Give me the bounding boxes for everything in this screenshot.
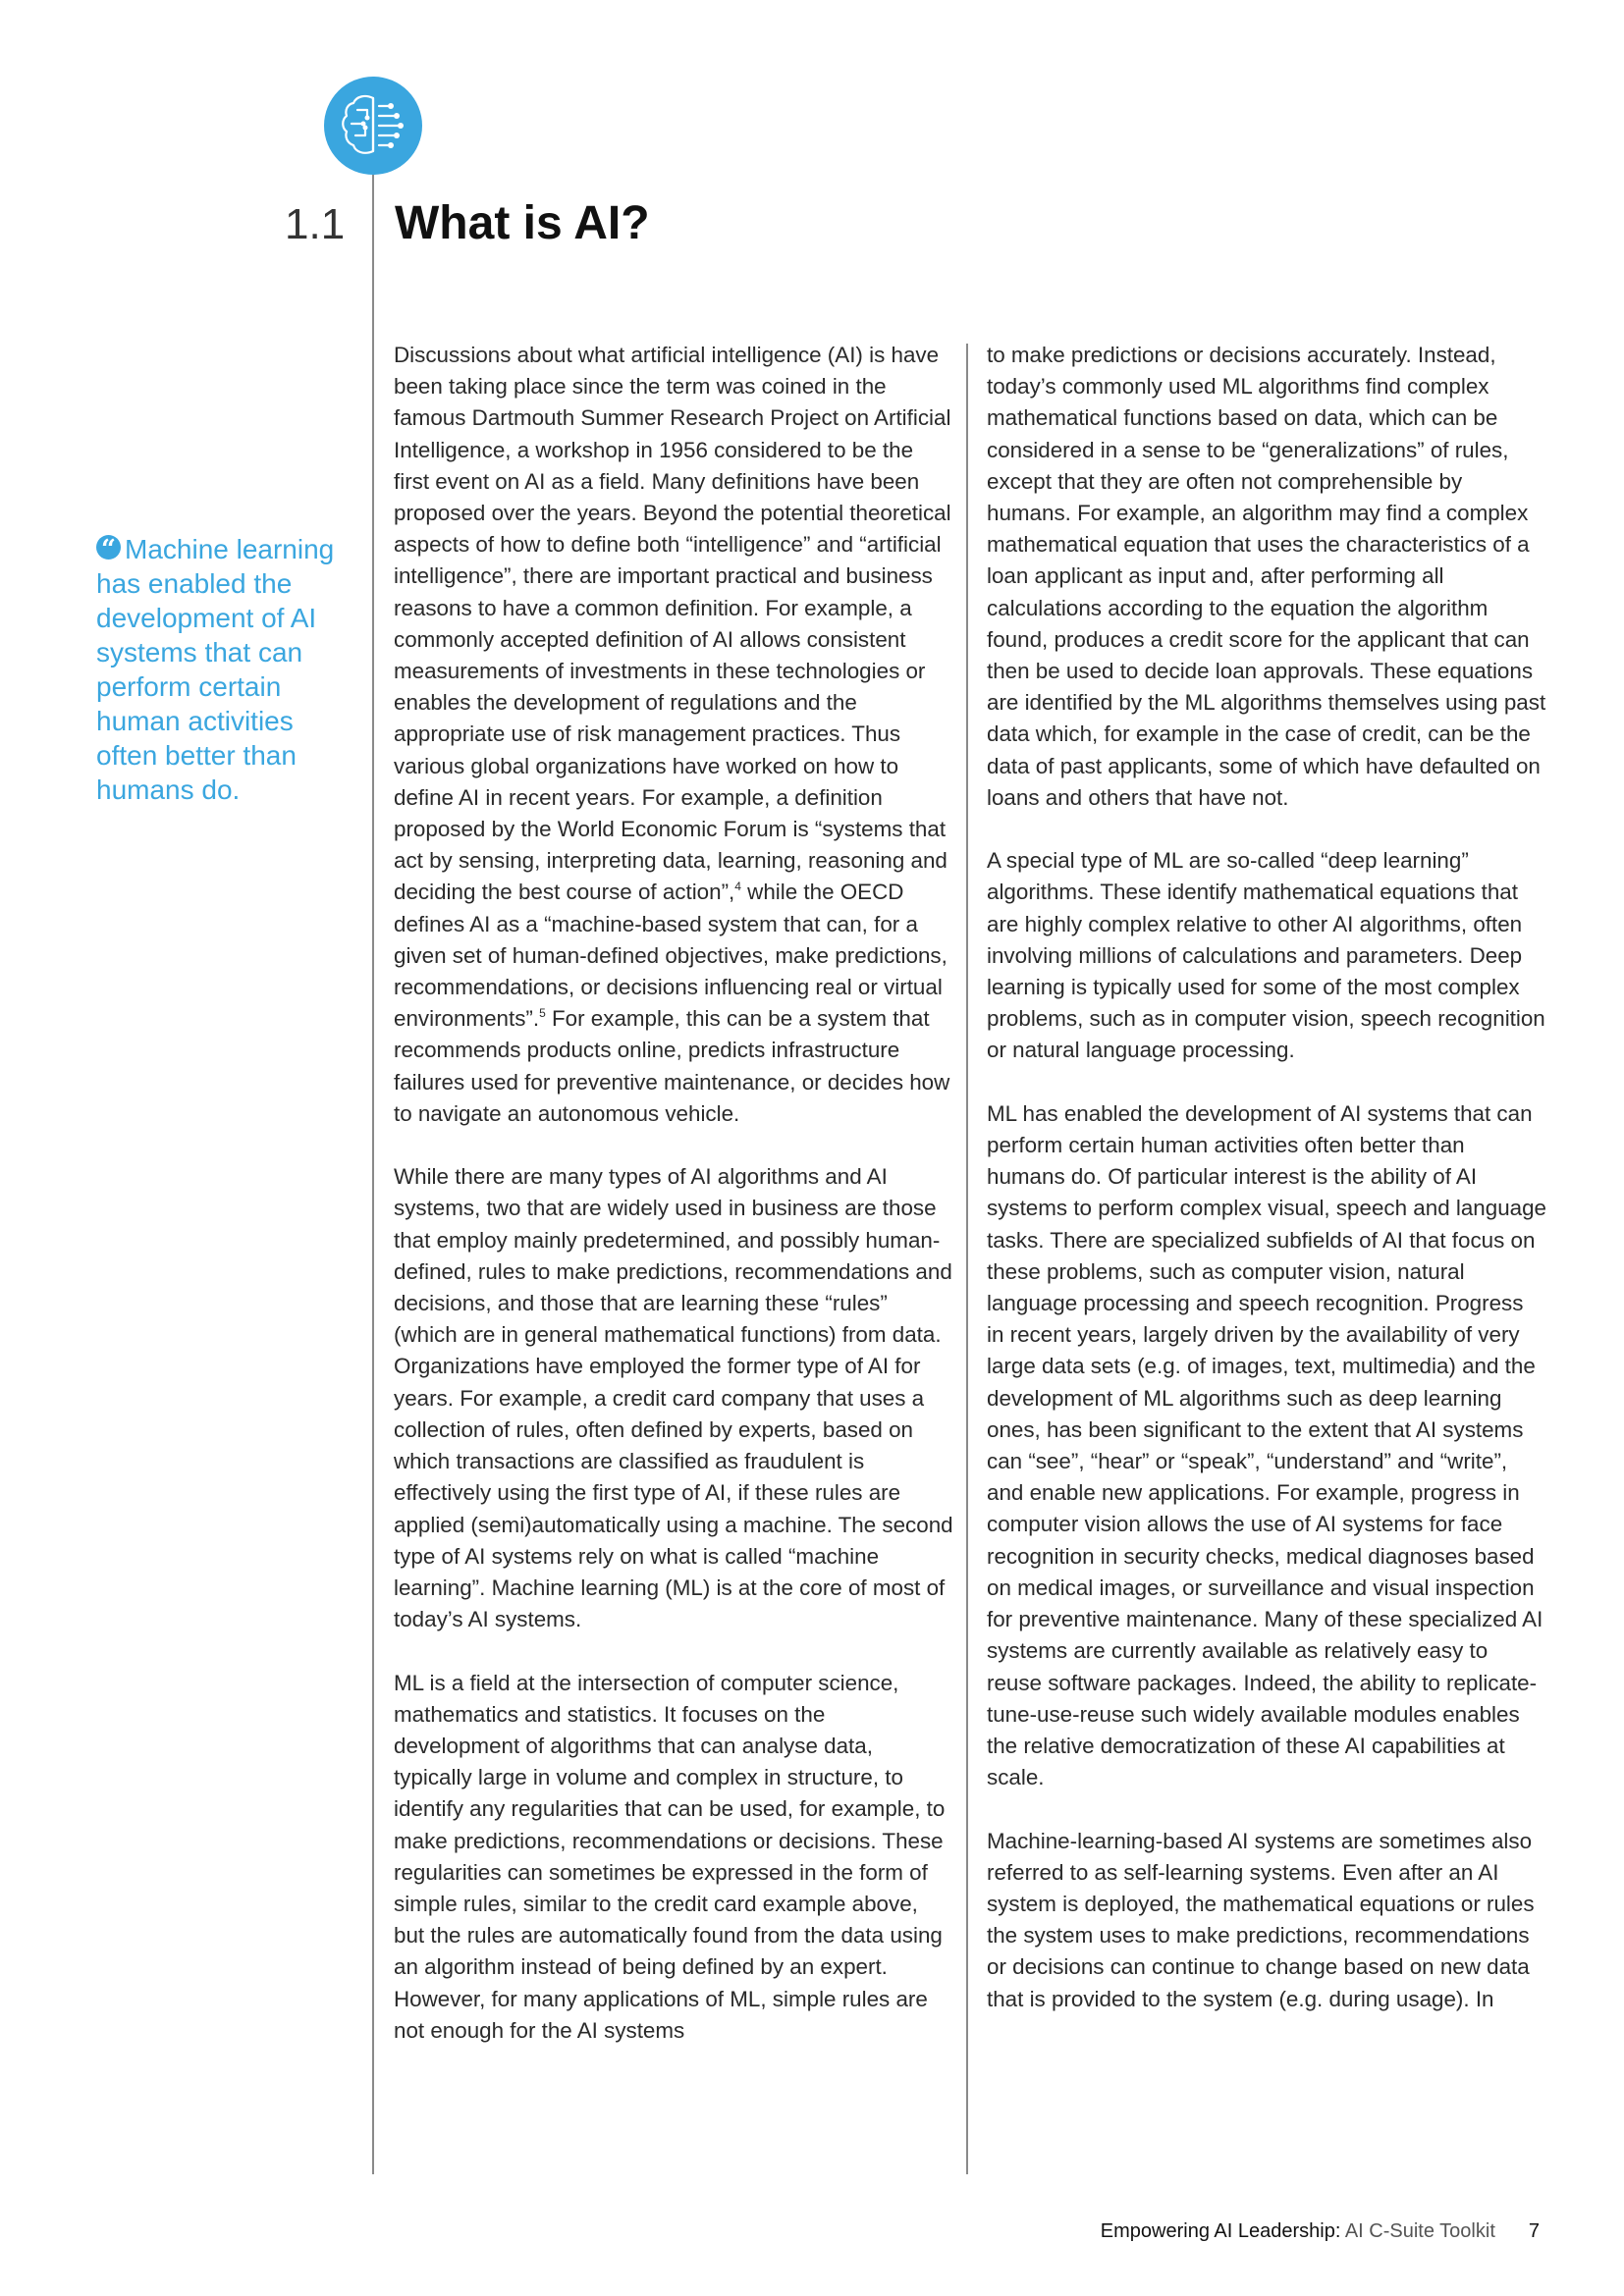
quote-icon: “ <box>96 535 121 560</box>
paragraph: While there are many types of AI algorithms and AI systems, two that are widely used in business are those that employ mainly predetermined, and possibly human-defined, rules to make predictions, recommendations and decisions, and those that are learning these “rules” (which are in general mathematical functions) from data. Organizations have employed the former type of AI for years. For example, a credit card company that uses a collection of rules, often defined by experts, based on which transactions are classified as fraudulent is effectively using the first type of AI, if these rules are applied (semi)automatically using a machine. The second type of AI systems rely on what is called “machine learning”. Machine learning (ML) is at the core of most of today’s AI systems. <box>394 1164 953 1632</box>
paragraph: ML has enabled the development of AI systems that can perform certain human activities often better than humans do. Of particular interest is the ability of AI systems to perform complex visual, speech and language tasks. There are specialized subfields of AI that focus on these problems, such as computer vision, natural language processing and speech recognition. Progress in recent years, largely driven by the availability of very large data sets (e.g. of images, text, multimedia) and the development of ML algorithms such as deep learning ones, has been significant to the extent that AI systems can “see”, “hear” or “speak”, “understand” and “write”, and enable new applications. For example, progress in computer vision allows the use of AI systems for face recognition in security checks, medical diagnoses based on medical images, or surveillance and visual inspection for preventive maintenance. Many of these specialized AI systems are currently available as relatively easy to reuse software packages. Indeed, the ability to replicate-tune-use-reuse such widely available modules enables the relative democratization of these AI capabilities at scale. <box>987 1100 1547 1790</box>
body-column-1 <box>394 340 953 2047</box>
body-column-2 <box>987 340 1546 2015</box>
pull-quote-text: Machine learning has enabled the development of AI systems that can perform certain human activities often better than humans do. <box>96 534 335 805</box>
vertical-rule-left <box>372 175 374 2174</box>
vertical-rule-middle <box>966 344 968 2174</box>
footnote-ref: 5 <box>539 1006 546 1021</box>
paragraph: Machine-learning-based AI systems are sometimes also referred to as self-learning systems. Even after an AI system is deployed, the mathematical equations or rules the system uses to make predictions, recommendations or decisions can continue to change based on new data that is provided to the system (e.g. during usage). In <box>987 1828 1535 2011</box>
page-footer <box>1101 2220 1540 2243</box>
section-title: What is AI? <box>395 197 650 249</box>
paragraph: A special type of ML are so-called “deep learning” algorithms. These identify mathematical equations that are highly complex relative to other AI algorithms, often involving millions of calculations and parameters. Deep learning is typically used for some of the most complex problems, such as in computer vision, speech recognition or natural language processing. <box>987 848 1545 1063</box>
footer-title: Empowering AI Leadership: <box>1100 2220 1341 2242</box>
brain-circuit-icon <box>324 77 422 175</box>
paragraph: ML is a field at the intersection of computer science, mathematics and statistics. It focuses on the development of algorithms that can analyse data, typically large in volume and complex in structure, to identify any regularities that can be used, for example, to make predictions, recommendations or decisions. These regularities can sometimes be expressed in the form of simple rules, similar to the credit card example above, but the rules are automatically found from the data using an algorithm instead of being defined by an expert. However, for many applications of ML, simple rules are not enough for the AI systems <box>394 1670 946 2043</box>
paragraph <box>394 340 953 1130</box>
paragraph-text: For example, this can be a system that recommends products online, predicts infrastructure failures used for preventive maintenance, or decides how to navigate an autonomous vehicle. <box>394 1006 950 1126</box>
paragraph: to make predictions or decisions accurately. Instead, today’s commonly used ML algorithms find complex mathematical functions based on data, which can be considered in a sense to be “generalizations” of rules, except that they are often not comprehensible by humans. For example, an algorithm may find a complex mathematical equation that uses the characteristics of a loan applicant as input and, after performing all calculations according to the equation the algorithm found, produces a credit score for the applicant that can then be used to decide loan approvals. These equations are identified by the ML algorithms themselves using past data which, for example in the case of credit, can be the data of past applicants, some of which have defaulted on loans and others that have not. <box>987 343 1546 810</box>
pull-quote <box>96 532 356 807</box>
section-number: 1.1 <box>285 200 346 248</box>
paragraph-text: Discussions about what artificial intelligence (AI) is have been taking place since the term was coined in the famous Dartmouth Summer Research Project on Artificial Intelligence, a workshop in 1956 considered to be the first event on AI as a field. Many definitions have been proposed over the years. Beyond the potential theoretical aspects of how to define both “intelligence” and “artificial intelligence”, there are important practical and business reasons to have a common definition. For example, a commonly accepted definition of AI allows consistent measurements of investments in these technologies or enables the development of regulations and the appropriate use of risk management practices. Thus various global organizations have worked on how to define AI in recent years. For example, a definition proposed by the World Economic Forum is “systems that act by sensing, interpreting data, learning, reasoning and deciding the best course of action”, <box>394 343 951 905</box>
paragraph-text: while the OECD defines AI as a “machine-based system that can, for a given set of human-defined objectives, make predictions, recommendations, or decisions influencing real or virtual environments”. <box>394 880 947 1032</box>
page-number: 7 <box>1528 2220 1540 2242</box>
footer-subtitle: AI C-Suite Toolkit <box>1340 2220 1495 2242</box>
footnote-ref: 4 <box>734 880 741 894</box>
